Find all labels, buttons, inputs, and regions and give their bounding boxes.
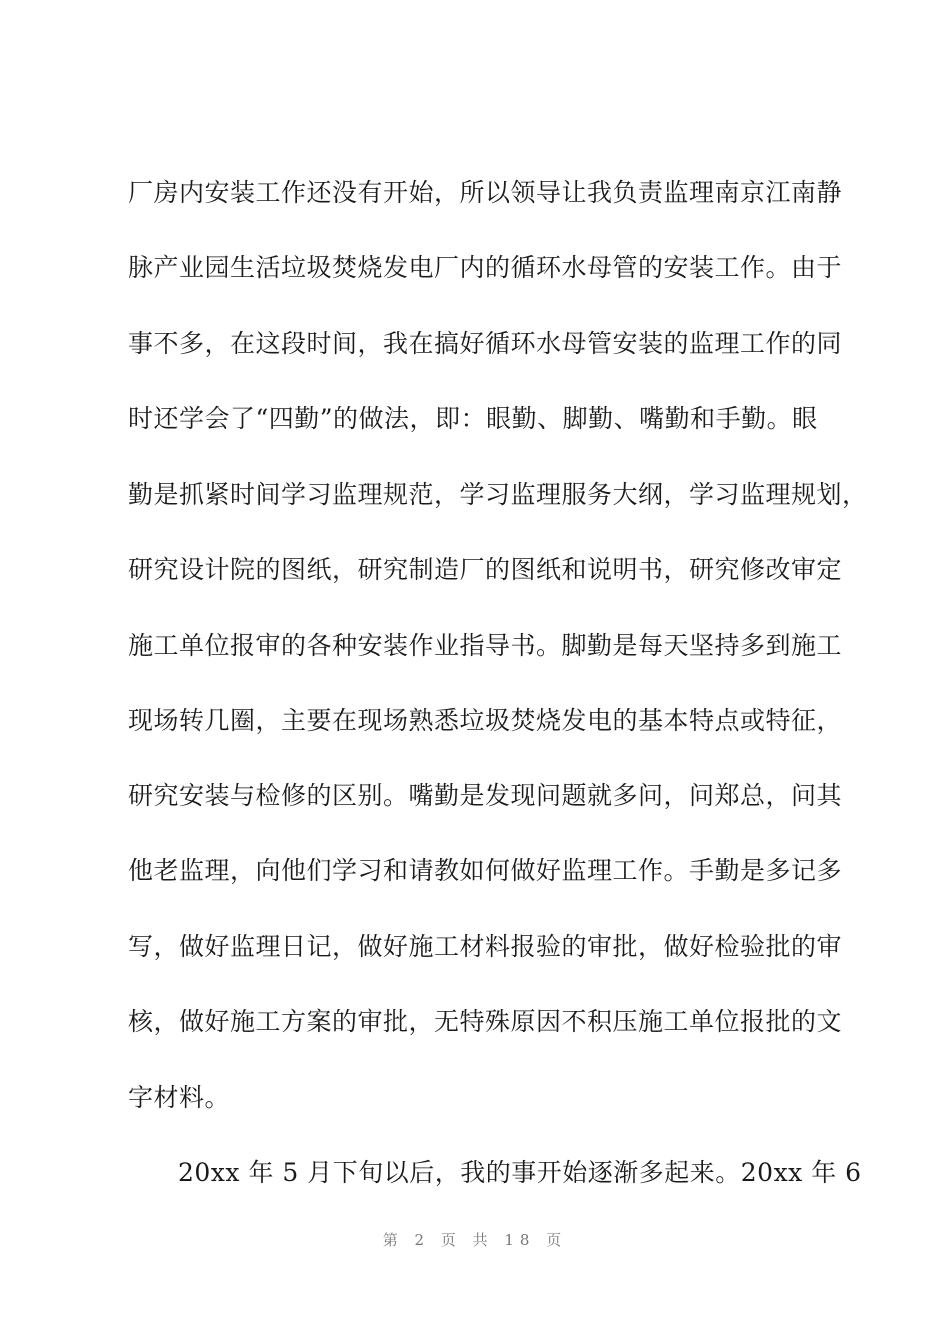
paragraph-2-first-line: 20xx 年 5 月下旬以后，我的事开始逐渐多起来。20xx 年 6 (178, 1158, 862, 1187)
body-text-line-11: 写，做好监理日记，做好施工材料报验的审批，做好检验批的审 (128, 932, 843, 961)
body-text-line-8: 现场转几圈，主要在现场熟悉垃圾焚烧发电的基本特点或特征， (128, 706, 843, 735)
page-number-footer: 第 2 页 共 18 页 (382, 1231, 568, 1249)
body-text-line-2: 脉产业园生活垃圾焚烧发电厂内的循环水母管的安装工作。由于 (128, 253, 843, 282)
body-text-line-12: 核，做好施工方案的审批，无特殊原因不积压施工单位报批的文 (128, 1007, 843, 1036)
body-text-line-1: 厂房内安装工作还没有开始，所以领导让我负责监理南京江南静 (128, 178, 843, 207)
body-text-line-13: 字材料。 (128, 1083, 231, 1112)
body-text-line-7: 施工单位报审的各种安装作业指导书。脚勤是每天坚持多到施工 (128, 631, 843, 660)
body-text-line-4: 时还学会了“四勤”的做法，即：眼勤、脚勤、嘴勤和手勤。眼 (128, 404, 818, 433)
body-text-line-10: 他老监理，向他们学习和请教如何做好监理工作。手勤是多记多 (128, 856, 843, 885)
body-text-line-6: 研究设计院的图纸，研究制造厂的图纸和说明书，研究修改审定 (128, 555, 843, 584)
body-text-line-5: 勤是抓紧时间学习监理规范，学习监理服务大纲，学习监理规划， (128, 480, 868, 509)
body-text-line-9: 研究安装与检修的区别。嘴勤是发现问题就多问，问郑总，问其 (128, 781, 843, 810)
body-text-line-3: 事不多，在这段时间，我在搞好循环水母管安装的监理工作的同 (128, 329, 843, 358)
